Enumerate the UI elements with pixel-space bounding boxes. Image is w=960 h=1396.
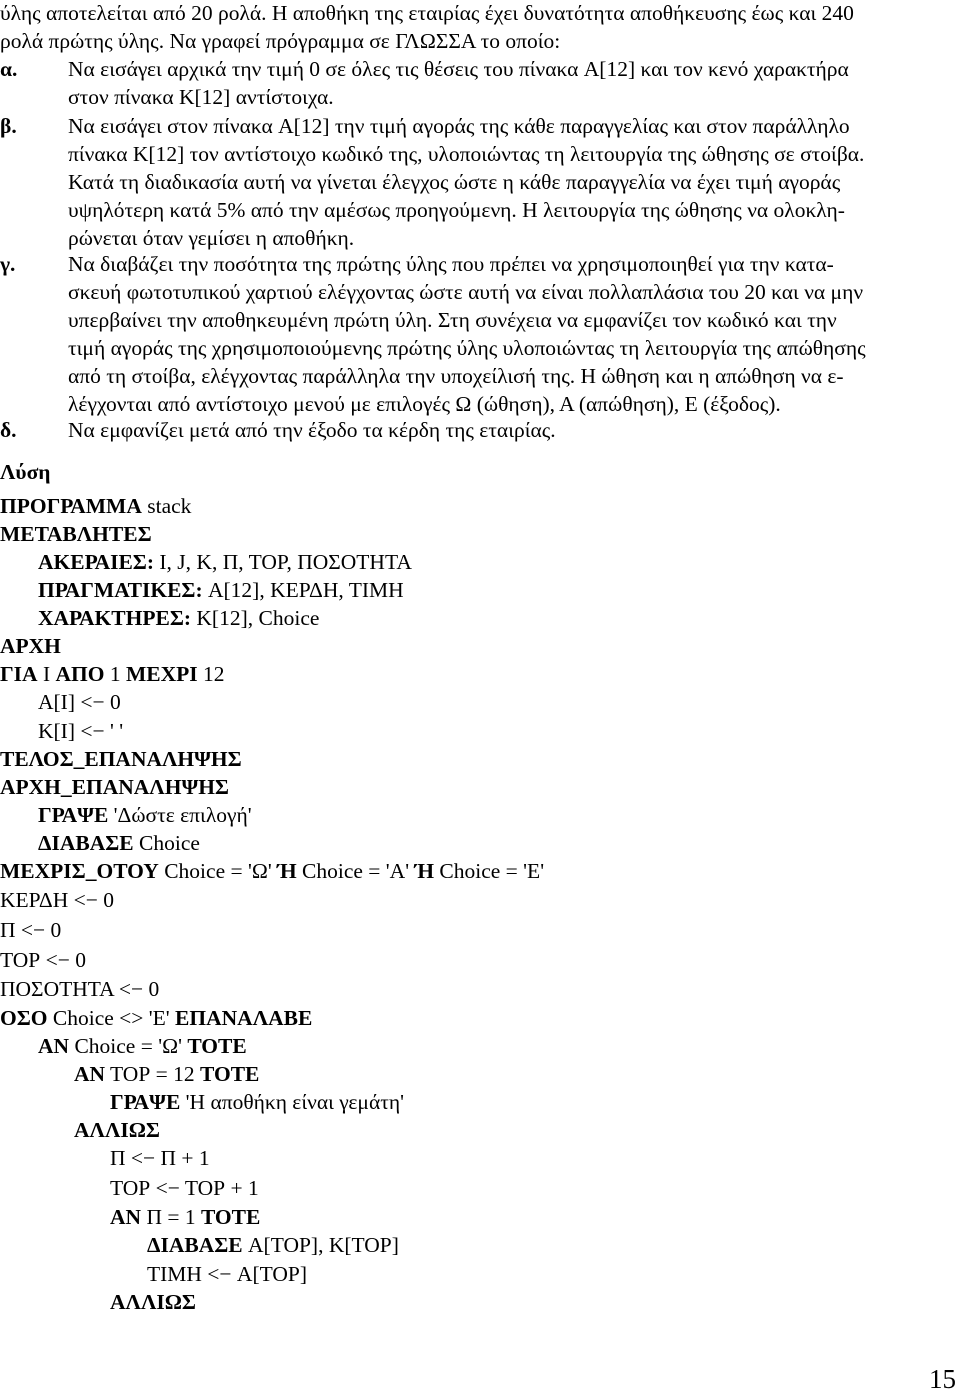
code-line: ΤΟΡ <− 0 bbox=[0, 948, 86, 972]
code-line: ΠΟΣΟΤΗΤΑ <− 0 bbox=[0, 977, 160, 1001]
item-label-b: β. bbox=[0, 114, 17, 138]
item-b-line: πίνακα K[12] τον αντίστοιχο κωδικό της, υλοποιώντας τη λειτουργία της ώθησης σε στοίβα. bbox=[68, 142, 865, 166]
code-line: ΠΡΑΓΜΑΤΙΚΕΣ: A[12], ΚΕΡΔΗ, ΤΙΜΗ bbox=[38, 578, 404, 602]
item-c-line: υπερβαίνει την αποθηκευμένη πρώτη ύλη. Στη συνέχεια να εμφανίζει τον κωδικό και την bbox=[68, 308, 837, 332]
page-number: 15 bbox=[929, 1364, 956, 1394]
item-c-line: σκευή φωτοτυπικού χαρτιού ελέγχοντας ώστε αυτή να είναι πολλαπλάσια του 20 και να μην bbox=[68, 280, 864, 304]
item-c-line: λέγχονται από αντίστοιχο μενού με επιλογές Ω (ώθηση), Α (απώθηση), Ε (έξοδος). bbox=[68, 392, 781, 416]
item-c-line: Να διαβάζει την ποσότητα της πρώτης ύλης που πρέπει να χρησιμοποιηθεί για την κατα- bbox=[68, 252, 834, 276]
code-line: ΜΕΤΑΒΛΗΤΕΣ bbox=[0, 522, 152, 546]
code-line: ΜΕΧΡΙΣ_ΟΤΟΥ Choice = 'Ω' Ή Choice = 'Α' Ή Choice = 'Ε' bbox=[0, 859, 545, 883]
code-line: ΟΣΟ Choice <> 'Ε' ΕΠΑΝΑΛΑΒΕ bbox=[0, 1006, 313, 1030]
code-line: A[I] <− 0 bbox=[38, 690, 121, 714]
solution-heading: Λύση bbox=[0, 460, 51, 484]
code-line: ΑΡΧΗ bbox=[0, 634, 61, 658]
item-label-d: δ. bbox=[0, 418, 17, 442]
item-c-line: από τη στοίβα, ελέγχοντας παράλληλα την υποχείλισή της. Η ώθηση και η απώθηση να ε- bbox=[68, 364, 844, 388]
code-line: Π <− Π + 1 bbox=[110, 1146, 210, 1170]
code-line: ΤΕΛΟΣ_ΕΠΑΝΑΛΗΨΗΣ bbox=[0, 747, 242, 771]
code-line: ΤΟΡ <− ΤΟΡ + 1 bbox=[110, 1176, 259, 1200]
item-b-line: ρώνεται όταν γεμίσει η αποθήκη. bbox=[68, 226, 355, 250]
item-text-a bbox=[68, 55, 960, 111]
code-line: ΚΕΡΔΗ <− 0 bbox=[0, 888, 115, 912]
item-label-a: α. bbox=[0, 57, 18, 81]
code-line: ΤΙΜΗ <− A[ΤΟΡ] bbox=[147, 1262, 308, 1286]
code-line: Π <− 0 bbox=[0, 918, 62, 942]
intro-line-1: ύλης αποτελείται από 20 ρολά. Η αποθήκη της εταιρίας έχει δυνατότητα αποθήκευσης έως και 240 bbox=[0, 1, 854, 25]
code-line: ΓΡΑΨΕ 'Η αποθήκη είναι γεμάτη' bbox=[110, 1090, 404, 1114]
item-b-line: υψηλότερη κατά 5% από την αμέσως προηγούμενη. Η λειτουργία της ώθησης να ολοκλη- bbox=[68, 198, 845, 222]
item-text-d bbox=[68, 416, 960, 444]
item-c-line: τιμή αγοράς της χρησιμοποιούμενης πρώτης ύλης υλοποιώντας τη λειτουργία της απώθησης bbox=[68, 336, 866, 360]
code-line: ΓΙΑ I ΑΠΟ 1 ΜΕΧΡΙ 12 bbox=[0, 662, 225, 686]
item-a-line: στον πίνακα K[12] αντίστοιχα. bbox=[68, 85, 334, 109]
code-line: ΑΡΧΗ_ΕΠΑΝΑΛΗΨΗΣ bbox=[0, 775, 229, 799]
code-line: ΑΝ Π = 1 ΤΟΤΕ bbox=[110, 1205, 261, 1229]
code-line: ΑΚΕΡΑΙΕΣ: I, J, K, Π, ΤΟΡ, ΠΟΣΟΤΗΤΑ bbox=[38, 550, 412, 574]
item-text-c bbox=[68, 250, 960, 418]
item-d-line: Να εμφανίζει μετά από την έξοδο τα κέρδη της εταιρίας. bbox=[68, 418, 556, 442]
code-line: ΑΝ ΤΟΡ = 12 ΤΟΤΕ bbox=[74, 1062, 260, 1086]
code-line: ΑΛΛΙΩΣ bbox=[74, 1118, 160, 1142]
item-b-line: Να εισάγει στον πίνακα A[12] την τιμή αγοράς της κάθε παραγγελίας και στον παράλληλο bbox=[68, 114, 850, 138]
code-line: K[I] <− ' ' bbox=[38, 719, 124, 743]
code-line: ΑΛΛΙΩΣ bbox=[110, 1290, 196, 1314]
item-label-c: γ. bbox=[0, 252, 16, 276]
code-line: ΔΙΑΒΑΣΕ A[ΤΟΡ], K[ΤΟΡ] bbox=[147, 1233, 399, 1257]
item-b-line: Κατά τη διαδικασία αυτή να γίνεται έλεγχος ώστε η κάθε παραγγελία να έχει τιμή αγοράς bbox=[68, 170, 841, 194]
code-line: ΓΡΑΨΕ 'Δώστε επιλογή' bbox=[38, 803, 252, 827]
item-text-b bbox=[68, 112, 960, 252]
code-line: ΑΝ Choice = 'Ω' ΤΟΤΕ bbox=[38, 1034, 247, 1058]
code-line: ΔΙΑΒΑΣΕ Choice bbox=[38, 831, 200, 855]
code-line: ΧΑΡΑΚΤΗΡΕΣ: K[12], Choice bbox=[38, 606, 320, 630]
item-a-line: Να εισάγει αρχικά την τιμή 0 σε όλες τις θέσεις του πίνακα A[12] και τον κενό χαρακτήρα bbox=[68, 57, 849, 81]
intro-line-2: ρολά πρώτης ύλης. Να γραφεί πρόγραμμα σε ΓΛΩΣΣΑ το οποίο: bbox=[0, 29, 561, 53]
code-line: ΠΡΟΓΡΑΜΜΑ stack bbox=[0, 494, 192, 518]
